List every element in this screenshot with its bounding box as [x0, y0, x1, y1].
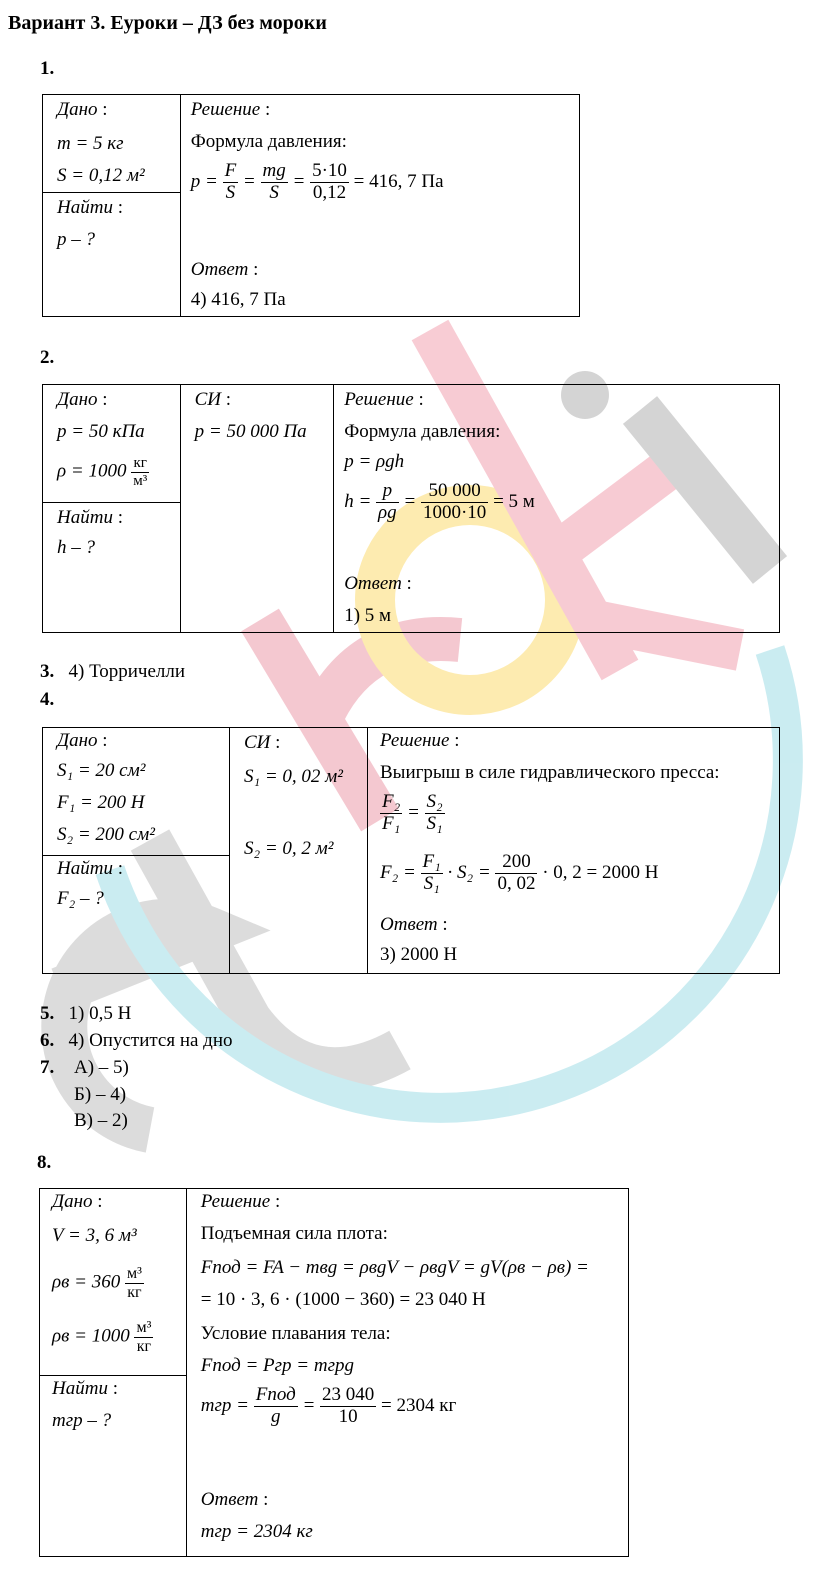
q4-si-0: S₁ = 0, 02 м²	[244, 766, 343, 787]
q4-given-0: S₁ = 20 см²	[57, 760, 146, 781]
q2-table: Дано : p = 50 кПа ρ = 1000 $\frac{кг}{\text{м³}}$ СИ : p = 50 000 Па Решение : Формула давления: p = ρgh h = $\frac{p}{\rho g}$ = $\frac{50 000}{1000\cdot 10}$ = 5 м Ответ : 1) 5 м Найти : h – ?	[42, 384, 780, 633]
q1-answer-label: Ответ	[190, 259, 249, 280]
q1-formula: p = $\frac{F}{S}$ = $\frac{mg}{S}$ = $\frac{5\cdot 10}{0,12}$ = 416, 7 Па	[190, 160, 444, 203]
q1-text: Формула давления:	[190, 131, 347, 152]
q6: 6. 4) Опустится на дно	[40, 1030, 233, 1051]
page-title: Вариант 3. Еуроки – ДЗ без мороки	[8, 12, 327, 34]
q2-given-1: ρ = 1000 $\frac{кг}{\text{м³}}$	[57, 455, 148, 489]
q8-text1: Подъемная сила плота:	[200, 1223, 388, 1244]
q8-number: 8.	[37, 1152, 52, 1173]
q8-line2: = 10 · 3, 6 · (1000 − 360) = 23 040 Н	[200, 1289, 486, 1310]
q1-table: Дано : m = 5 кг S = 0,12 м² Решение : Формула давления: p = $\frac{F}{S}$ = $\frac{mg}{S}$ = $\frac{5\cdot 10}{0,12}$ = 416, 7 Па Ответ : 4) 416, 7 Па Найти : p – ?	[42, 94, 580, 317]
q2-si-label: СИ	[194, 389, 222, 410]
q7-item-0: А) – 5)	[74, 1057, 129, 1078]
q2-answer: 1) 5 м	[344, 605, 392, 626]
q8-find: mгр – ?	[52, 1410, 112, 1431]
q8-formula: mгр = $\frac{\text{Fпод}}{g}$ = $\frac{23 040}{10}$ = 2304 кг	[200, 1384, 457, 1427]
q1-given-1: S = 0,12 м²	[57, 165, 145, 186]
q8-table: Дано : V = 3, 6 м³ ρв = 360 $\frac{\text{м³}}{кг}$ ρв = 1000 $\frac{\text{м³}}{кг}$ Решение : Подъемная сила плота: Fпод = FA − mвg = ρвgV − ρвgV = gV(ρв − ρв) = = 10 · 3, 6 · (1000 − 360) = 23 040 Н Условие плавания тела: Fпод = Pгр = mгрg mгр = $\frac{\text{Fпод}}{g}$ = $\frac{23 040}{10}$ = 2304 кг Ответ : mгр = 2304 кг Найти : mгр – ?	[39, 1188, 629, 1557]
q8-text2: Условие плавания тела:	[200, 1323, 391, 1344]
q4-table: Дано : S₁ = 20 см² F₁ = 200 Н S₂ = 200 см² СИ : S₁ = 0, 02 м² S₂ = 0, 2 м² Решение : Выигрыш в силе гидравлического пресса: $\frac{\text{F₂}}{\text{F₁}}$ = $\frac{\text{S₂}}{\text{S₁}}$ F₂ = $\frac{\text{F₁}}{\text{S₁}}$ · S₂ = $\frac{200}{0, 02}$ · 0, 2 = 2000 Н Ответ : 3) 2000 Н Найти : F₂ – ?	[42, 727, 780, 974]
q7-item-2: В) – 2)	[74, 1110, 128, 1131]
q4-answer: 3) 2000 Н	[380, 944, 458, 965]
q4-number: 4.	[40, 689, 55, 710]
q1-solution-label: Решение	[190, 99, 261, 120]
q2-si: p = 50 000 Па	[194, 421, 307, 442]
q4-ratio: $\frac{\text{F₂}}{\text{F₁}}$ = $\frac{\text{S₂}}{\text{S₁}}$	[382, 791, 443, 834]
q8-line3: Fпод = Pгр = mгрg	[200, 1355, 355, 1376]
q4-formula: F₂ = $\frac{\text{F₁}}{\text{S₁}}$ · S₂ = $\frac{200}{0, 02}$ · 0, 2 = 2000 Н	[380, 851, 659, 894]
q2-f1: p = ρgh	[344, 451, 405, 472]
q2-given-0: p = 50 кПа	[57, 421, 145, 442]
q1-number: 1.	[40, 58, 55, 79]
q1-answer: 4) 416, 7 Па	[190, 289, 286, 310]
q2-find: h – ?	[57, 537, 95, 558]
q4-si-1: S₂ = 0, 2 м²	[244, 838, 334, 859]
q1-find-label: Найти	[57, 197, 113, 218]
q8-given-1: ρв = 360 $\frac{\text{м³}}{кг}$	[52, 1265, 142, 1301]
q4-find: F₂ – ?	[57, 888, 104, 909]
q2-number: 2.	[40, 347, 55, 368]
q4-given-1: F₁ = 200 Н	[57, 792, 145, 813]
q4-given-2: S₂ = 200 см²	[57, 824, 155, 845]
q4-text: Выигрыш в силе гидравлического пресса:	[380, 762, 720, 783]
q7-item-1: Б) – 4)	[74, 1084, 127, 1105]
q8-answer: mгр = 2304 кг	[200, 1521, 313, 1542]
q8-line1: Fпод = FA − mвg = ρвgV − ρвgV = gV(ρв − ρв) =	[200, 1257, 589, 1278]
q7-number: 7.	[40, 1057, 55, 1078]
q3: 3. 4) Торричелли	[40, 661, 186, 682]
q1-given-0: m = 5 кг	[57, 133, 124, 154]
q1-given-label: Дано	[57, 99, 98, 120]
q2-text: Формула давления:	[344, 421, 501, 442]
q8-given-2: ρв = 1000 $\frac{\text{м³}}{кг}$	[52, 1319, 152, 1355]
q2-formula: h = $\frac{p}{\rho g}$ = $\frac{50 000}{1000\cdot 10}$ = 5 м	[344, 480, 535, 523]
q5: 5. 1) 0,5 Н	[40, 1003, 132, 1024]
q8-given-0: V = 3, 6 м³	[52, 1225, 137, 1246]
q1-find: p – ?	[57, 229, 95, 250]
